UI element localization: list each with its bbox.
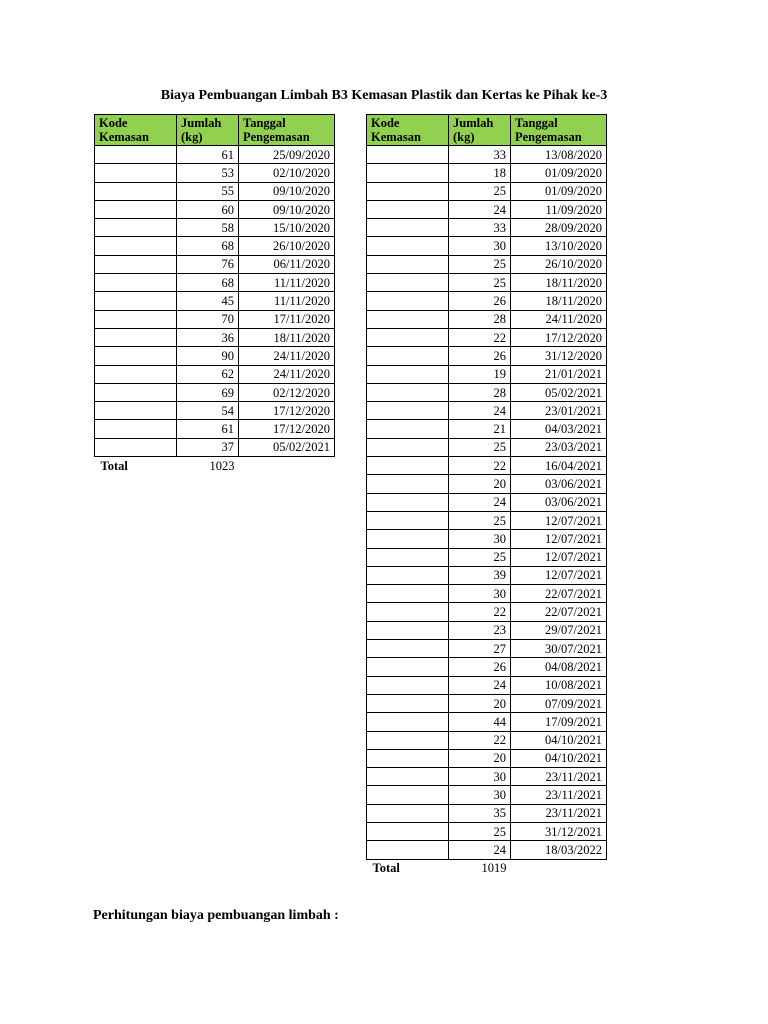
cell-jumlah-kg: 24: [449, 493, 511, 511]
cell-jumlah-kg: 60: [177, 200, 239, 218]
cell-kode-kemasan: [367, 822, 449, 840]
cell-jumlah-kg: 22: [449, 731, 511, 749]
cell-tanggal-pengemasan: 23/03/2021: [511, 438, 607, 456]
cell-tanggal-pengemasan: 17/11/2020: [239, 310, 335, 328]
cell-kode-kemasan: [95, 182, 177, 200]
table-row: [95, 146, 335, 164]
table-header-row: [95, 115, 335, 146]
table-row: [367, 475, 607, 493]
header-kode-kemasan: Kode Kemasan: [367, 115, 449, 146]
table-row: [367, 804, 607, 822]
cell-jumlah-kg: 30: [449, 768, 511, 786]
table-row: [367, 822, 607, 840]
table-row: [367, 237, 607, 255]
cell-jumlah-kg: 35: [449, 804, 511, 822]
cell-jumlah-kg: 24: [449, 402, 511, 420]
cell-kode-kemasan: [367, 731, 449, 749]
cell-kode-kemasan: [95, 274, 177, 292]
cell-kode-kemasan: [367, 658, 449, 676]
cell-kode-kemasan: [367, 768, 449, 786]
table-row: [95, 383, 335, 401]
table-row: [367, 493, 607, 511]
cell-tanggal-pengemasan: 16/04/2021: [511, 457, 607, 475]
cell-kode-kemasan: [367, 548, 449, 566]
cell-tanggal-pengemasan: 04/10/2021: [511, 749, 607, 767]
table-row: [95, 182, 335, 200]
table-row: [95, 365, 335, 383]
table-row: [367, 749, 607, 767]
cell-jumlah-kg: 24: [449, 676, 511, 694]
table-row: [367, 292, 607, 310]
cell-tanggal-pengemasan: 15/10/2020: [239, 219, 335, 237]
cell-tanggal-pengemasan: 02/12/2020: [239, 383, 335, 401]
cell-jumlah-kg: 30: [449, 237, 511, 255]
cell-jumlah-kg: 58: [177, 219, 239, 237]
cell-jumlah-kg: 44: [449, 713, 511, 731]
cell-kode-kemasan: [95, 383, 177, 401]
cell-jumlah-kg: 28: [449, 383, 511, 401]
cell-jumlah-kg: 18: [449, 164, 511, 182]
table-row: [367, 841, 607, 859]
cell-kode-kemasan: [367, 347, 449, 365]
header-kode-kemasan: Kode Kemasan: [95, 115, 177, 146]
cell-kode-kemasan: [95, 328, 177, 346]
cell-jumlah-kg: 54: [177, 402, 239, 420]
cell-kode-kemasan: [367, 640, 449, 658]
header-jumlah-kg: Jumlah (kg): [177, 115, 239, 146]
cell-tanggal-pengemasan: 06/11/2020: [239, 255, 335, 273]
table-row: [367, 511, 607, 529]
header-jumlah-kg: Jumlah (kg): [449, 115, 511, 146]
table-row: [95, 438, 335, 456]
cell-jumlah-kg: 24: [449, 841, 511, 859]
cell-jumlah-kg: 25: [449, 274, 511, 292]
total-row: [95, 457, 335, 475]
cell-tanggal-pengemasan: 28/09/2020: [511, 219, 607, 237]
table-row: [367, 585, 607, 603]
cell-kode-kemasan: [95, 420, 177, 438]
table-row: [95, 347, 335, 365]
cell-jumlah-kg: 25: [449, 182, 511, 200]
header-tanggal-pengemasan: Tanggal Pengemasan: [511, 115, 607, 146]
table-row: [367, 731, 607, 749]
cell-jumlah-kg: 61: [177, 420, 239, 438]
cell-tanggal-pengemasan: 22/07/2021: [511, 603, 607, 621]
total-empty-cell: [239, 457, 335, 475]
header-tanggal-pengemasan: Tanggal Pengemasan: [239, 115, 335, 146]
cell-tanggal-pengemasan: 18/11/2020: [511, 274, 607, 292]
cell-tanggal-pengemasan: 17/12/2020: [239, 402, 335, 420]
cell-kode-kemasan: [95, 164, 177, 182]
cell-tanggal-pengemasan: 24/11/2020: [239, 347, 335, 365]
cell-tanggal-pengemasan: 18/11/2020: [239, 328, 335, 346]
cell-jumlah-kg: 26: [449, 658, 511, 676]
table-header-row: [367, 115, 607, 146]
cell-kode-kemasan: [367, 365, 449, 383]
cell-kode-kemasan: [95, 310, 177, 328]
cell-tanggal-pengemasan: 04/03/2021: [511, 420, 607, 438]
cell-jumlah-kg: 68: [177, 274, 239, 292]
table-row: [367, 713, 607, 731]
cell-tanggal-pengemasan: 29/07/2021: [511, 621, 607, 639]
cell-jumlah-kg: 27: [449, 640, 511, 658]
cell-kode-kemasan: [95, 365, 177, 383]
cell-kode-kemasan: [367, 200, 449, 218]
cell-tanggal-pengemasan: 12/07/2021: [511, 530, 607, 548]
cell-jumlah-kg: 25: [449, 548, 511, 566]
cell-kode-kemasan: [367, 585, 449, 603]
cell-tanggal-pengemasan: 26/10/2020: [511, 255, 607, 273]
cell-kode-kemasan: [367, 713, 449, 731]
cell-tanggal-pengemasan: 24/11/2020: [511, 310, 607, 328]
cell-tanggal-pengemasan: 18/11/2020: [511, 292, 607, 310]
cell-jumlah-kg: 30: [449, 530, 511, 548]
cell-kode-kemasan: [367, 402, 449, 420]
total-row: [367, 859, 607, 877]
table-row: [367, 347, 607, 365]
cell-kode-kemasan: [95, 255, 177, 273]
calculation-heading: Perhitungan biaya pembuangan limbah :: [93, 908, 339, 923]
cell-jumlah-kg: 22: [449, 603, 511, 621]
table-row: [367, 658, 607, 676]
cell-jumlah-kg: 20: [449, 694, 511, 712]
cell-kode-kemasan: [367, 676, 449, 694]
cell-tanggal-pengemasan: 23/11/2021: [511, 768, 607, 786]
cell-jumlah-kg: 30: [449, 786, 511, 804]
cell-kode-kemasan: [367, 603, 449, 621]
cell-tanggal-pengemasan: 02/10/2020: [239, 164, 335, 182]
cell-jumlah-kg: 37: [177, 438, 239, 456]
table-row: [95, 255, 335, 273]
table-row: [367, 200, 607, 218]
cell-kode-kemasan: [367, 274, 449, 292]
cell-tanggal-pengemasan: 12/07/2021: [511, 548, 607, 566]
cell-jumlah-kg: 22: [449, 328, 511, 346]
cell-tanggal-pengemasan: 18/03/2022: [511, 841, 607, 859]
table-row: [367, 566, 607, 584]
cell-jumlah-kg: 23: [449, 621, 511, 639]
table-row: [95, 328, 335, 346]
cell-kode-kemasan: [95, 237, 177, 255]
table-row: [367, 182, 607, 200]
cell-tanggal-pengemasan: 31/12/2020: [511, 347, 607, 365]
cell-tanggal-pengemasan: 10/08/2021: [511, 676, 607, 694]
cell-tanggal-pengemasan: 11/11/2020: [239, 274, 335, 292]
cell-kode-kemasan: [367, 255, 449, 273]
cell-jumlah-kg: 24: [449, 200, 511, 218]
cell-jumlah-kg: 19: [449, 365, 511, 383]
cell-jumlah-kg: 20: [449, 749, 511, 767]
table-row: [367, 530, 607, 548]
cell-tanggal-pengemasan: 04/10/2021: [511, 731, 607, 749]
cell-tanggal-pengemasan: 23/01/2021: [511, 402, 607, 420]
cell-jumlah-kg: 26: [449, 292, 511, 310]
cell-tanggal-pengemasan: 23/11/2021: [511, 804, 607, 822]
cell-jumlah-kg: 25: [449, 511, 511, 529]
table-row: [367, 274, 607, 292]
table-row: [367, 255, 607, 273]
cell-kode-kemasan: [367, 219, 449, 237]
table-row: [95, 292, 335, 310]
cell-jumlah-kg: 90: [177, 347, 239, 365]
table-row: [95, 274, 335, 292]
table-row: [95, 310, 335, 328]
table-row: [367, 621, 607, 639]
total-label: Total: [100, 458, 128, 473]
cell-jumlah-kg: 22: [449, 457, 511, 475]
table-row: [367, 548, 607, 566]
total-value: 1019: [481, 861, 507, 876]
cell-tanggal-pengemasan: 21/01/2021: [511, 365, 607, 383]
cell-tanggal-pengemasan: 05/02/2021: [239, 438, 335, 456]
cell-kode-kemasan: [95, 347, 177, 365]
cell-jumlah-kg: 25: [449, 438, 511, 456]
cell-kode-kemasan: [95, 219, 177, 237]
table-row: [367, 694, 607, 712]
cell-jumlah-kg: 55: [177, 182, 239, 200]
table-row: [367, 146, 607, 164]
cell-kode-kemasan: [95, 200, 177, 218]
cell-tanggal-pengemasan: 11/11/2020: [239, 292, 335, 310]
cell-tanggal-pengemasan: 23/11/2021: [511, 786, 607, 804]
cell-kode-kemasan: [367, 383, 449, 401]
table-row: [367, 786, 607, 804]
cell-jumlah-kg: 61: [177, 146, 239, 164]
cell-kode-kemasan: [367, 621, 449, 639]
cell-kode-kemasan: [367, 182, 449, 200]
cell-kode-kemasan: [367, 493, 449, 511]
document-title: Biaya Pembuangan Limbah B3 Kemasan Plastik dan Kertas ke Pihak ke-3: [160, 88, 608, 103]
cell-tanggal-pengemasan: 01/09/2020: [511, 164, 607, 182]
cell-kode-kemasan: [367, 310, 449, 328]
cell-tanggal-pengemasan: 22/07/2021: [511, 585, 607, 603]
table-row: [95, 164, 335, 182]
cell-tanggal-pengemasan: 12/07/2021: [511, 566, 607, 584]
cell-jumlah-kg: 68: [177, 237, 239, 255]
table-row: [367, 402, 607, 420]
cell-tanggal-pengemasan: 17/09/2021: [511, 713, 607, 731]
cell-tanggal-pengemasan: 03/06/2021: [511, 493, 607, 511]
cell-kode-kemasan: [95, 146, 177, 164]
cell-jumlah-kg: 25: [449, 822, 511, 840]
cell-kode-kemasan: [367, 786, 449, 804]
cell-tanggal-pengemasan: 31/12/2021: [511, 822, 607, 840]
table-row: [367, 768, 607, 786]
table-row: [95, 219, 335, 237]
table-row: [367, 457, 607, 475]
cell-kode-kemasan: [95, 402, 177, 420]
cell-jumlah-kg: 53: [177, 164, 239, 182]
cell-tanggal-pengemasan: 01/09/2020: [511, 182, 607, 200]
cell-tanggal-pengemasan: 24/11/2020: [239, 365, 335, 383]
table-body: [367, 146, 607, 860]
cell-jumlah-kg: 33: [449, 146, 511, 164]
cell-kode-kemasan: [367, 841, 449, 859]
waste-table-left: [94, 114, 335, 474]
cell-kode-kemasan: [95, 292, 177, 310]
table-row: [95, 200, 335, 218]
cell-jumlah-kg: 25: [449, 255, 511, 273]
cell-jumlah-kg: 69: [177, 383, 239, 401]
cell-kode-kemasan: [367, 164, 449, 182]
table-row: [367, 420, 607, 438]
cell-tanggal-pengemasan: 07/09/2021: [511, 694, 607, 712]
table-row: [367, 438, 607, 456]
table-row: [95, 402, 335, 420]
cell-tanggal-pengemasan: 03/06/2021: [511, 475, 607, 493]
cell-tanggal-pengemasan: 17/12/2020: [511, 328, 607, 346]
cell-kode-kemasan: [367, 292, 449, 310]
table-row: [95, 237, 335, 255]
cell-tanggal-pengemasan: 04/08/2021: [511, 658, 607, 676]
table-row: [367, 603, 607, 621]
cell-jumlah-kg: 62: [177, 365, 239, 383]
cell-jumlah-kg: 33: [449, 219, 511, 237]
cell-jumlah-kg: 30: [449, 585, 511, 603]
table-row: [367, 310, 607, 328]
cell-tanggal-pengemasan: 09/10/2020: [239, 200, 335, 218]
cell-tanggal-pengemasan: 17/12/2020: [239, 420, 335, 438]
cell-tanggal-pengemasan: 13/10/2020: [511, 237, 607, 255]
cell-kode-kemasan: [367, 146, 449, 164]
cell-kode-kemasan: [367, 237, 449, 255]
cell-jumlah-kg: 76: [177, 255, 239, 273]
table-row: [367, 164, 607, 182]
cell-kode-kemasan: [367, 457, 449, 475]
cell-tanggal-pengemasan: 11/09/2020: [511, 200, 607, 218]
cell-tanggal-pengemasan: 26/10/2020: [239, 237, 335, 255]
cell-tanggal-pengemasan: 09/10/2020: [239, 182, 335, 200]
cell-kode-kemasan: [367, 749, 449, 767]
cell-kode-kemasan: [367, 475, 449, 493]
table-row: [95, 420, 335, 438]
cell-kode-kemasan: [95, 438, 177, 456]
cell-tanggal-pengemasan: 30/07/2021: [511, 640, 607, 658]
cell-kode-kemasan: [367, 328, 449, 346]
cell-jumlah-kg: 21: [449, 420, 511, 438]
cell-tanggal-pengemasan: 25/09/2020: [239, 146, 335, 164]
cell-jumlah-kg: 70: [177, 310, 239, 328]
cell-jumlah-kg: 36: [177, 328, 239, 346]
cell-jumlah-kg: 26: [449, 347, 511, 365]
table-body: [95, 146, 335, 457]
total-value: 1023: [209, 458, 235, 473]
cell-kode-kemasan: [367, 511, 449, 529]
cell-kode-kemasan: [367, 420, 449, 438]
cell-kode-kemasan: [367, 530, 449, 548]
table-row: [367, 676, 607, 694]
cell-tanggal-pengemasan: 12/07/2021: [511, 511, 607, 529]
cell-kode-kemasan: [367, 804, 449, 822]
cell-jumlah-kg: 20: [449, 475, 511, 493]
total-label: Total: [372, 861, 400, 876]
cell-jumlah-kg: 28: [449, 310, 511, 328]
cell-tanggal-pengemasan: 13/08/2020: [511, 146, 607, 164]
table-row: [367, 328, 607, 346]
table-row: [367, 219, 607, 237]
cell-tanggal-pengemasan: 05/02/2021: [511, 383, 607, 401]
cell-kode-kemasan: [367, 438, 449, 456]
cell-jumlah-kg: 45: [177, 292, 239, 310]
total-empty-cell: [511, 859, 607, 877]
table-row: [367, 383, 607, 401]
table-row: [367, 365, 607, 383]
cell-kode-kemasan: [367, 694, 449, 712]
cell-kode-kemasan: [367, 566, 449, 584]
cell-jumlah-kg: 39: [449, 566, 511, 584]
table-row: [367, 640, 607, 658]
waste-table-right: [366, 114, 607, 877]
